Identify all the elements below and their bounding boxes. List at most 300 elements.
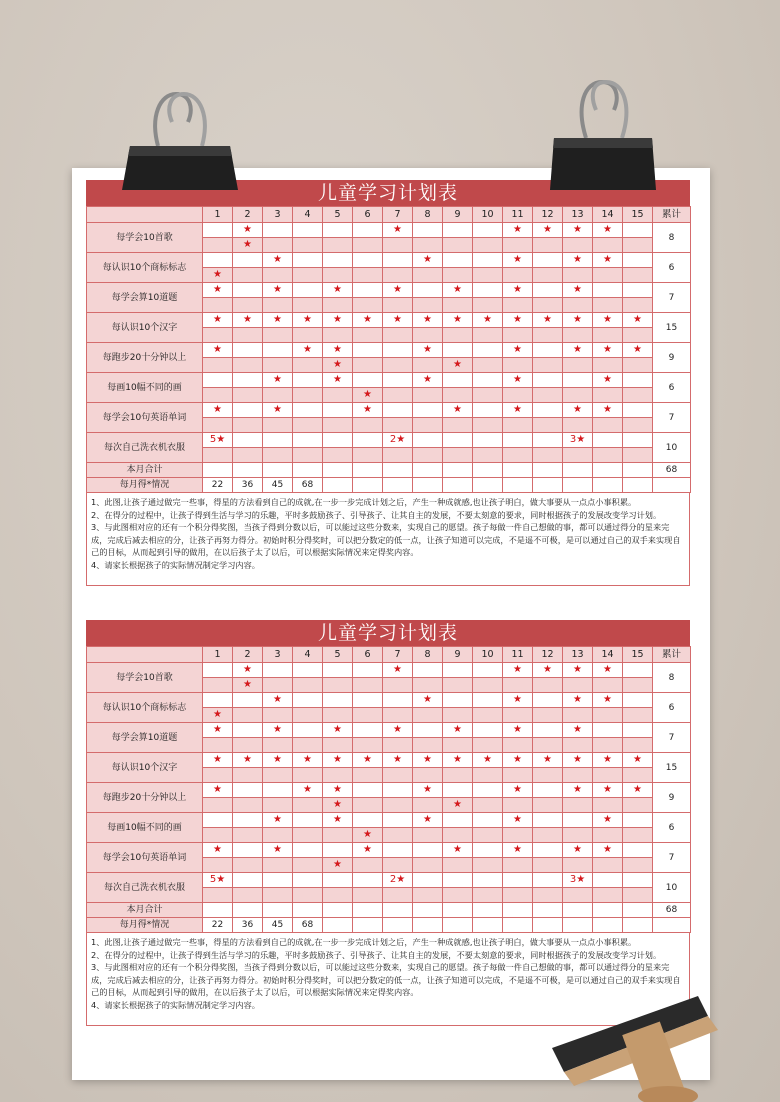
star-cell[interactable] — [563, 448, 593, 463]
star-cell[interactable] — [383, 238, 413, 253]
star-cell[interactable] — [353, 373, 383, 388]
star-cell[interactable] — [233, 433, 263, 448]
star-cell[interactable] — [413, 448, 443, 463]
star-cell[interactable] — [353, 433, 383, 448]
star-cell[interactable] — [353, 768, 383, 783]
star-cell[interactable] — [203, 373, 233, 388]
star-cell[interactable] — [413, 298, 443, 313]
star-cell[interactable] — [563, 768, 593, 783]
star-cell[interactable] — [533, 873, 563, 888]
star-cell[interactable] — [473, 813, 503, 828]
star-cell[interactable] — [323, 418, 353, 433]
star-cell[interactable] — [383, 768, 413, 783]
star-cell[interactable] — [323, 373, 353, 388]
star-cell[interactable] — [533, 738, 563, 753]
star-cell[interactable] — [413, 843, 443, 858]
star-cell[interactable] — [473, 693, 503, 708]
star-cell[interactable] — [473, 448, 503, 463]
star-cell[interactable] — [503, 313, 533, 328]
star-cell[interactable] — [293, 373, 323, 388]
star-cell[interactable] — [473, 738, 503, 753]
star-cell[interactable] — [563, 223, 593, 238]
star-cell[interactable] — [263, 373, 293, 388]
star-cell[interactable] — [293, 283, 323, 298]
star-cell[interactable] — [203, 723, 233, 738]
star-cell[interactable] — [533, 433, 563, 448]
star-cell[interactable] — [533, 238, 563, 253]
star-cell[interactable] — [473, 873, 503, 888]
star-cell[interactable] — [563, 708, 593, 723]
star-cell[interactable] — [593, 448, 623, 463]
star-cell[interactable] — [383, 753, 413, 768]
star-cell[interactable] — [473, 403, 503, 418]
star-cell[interactable] — [263, 388, 293, 403]
star-cell[interactable] — [473, 433, 503, 448]
star-cell[interactable] — [203, 828, 233, 843]
star-cell[interactable] — [533, 888, 563, 903]
star-cell[interactable] — [443, 418, 473, 433]
star-cell[interactable] — [563, 813, 593, 828]
star-cell[interactable] — [473, 708, 503, 723]
star-cell[interactable] — [413, 813, 443, 828]
star-cell[interactable] — [443, 708, 473, 723]
star-cell[interactable] — [233, 858, 263, 873]
star-cell[interactable] — [383, 873, 413, 888]
star-cell[interactable] — [593, 693, 623, 708]
star-cell[interactable] — [593, 358, 623, 373]
star-cell[interactable] — [293, 723, 323, 738]
star-cell[interactable] — [323, 283, 353, 298]
star-cell[interactable] — [233, 768, 263, 783]
star-cell[interactable] — [233, 328, 263, 343]
star-cell[interactable] — [353, 253, 383, 268]
star-cell[interactable] — [533, 753, 563, 768]
star-cell[interactable] — [503, 328, 533, 343]
star-cell[interactable] — [473, 298, 503, 313]
star-cell[interactable] — [323, 873, 353, 888]
star-cell[interactable] — [623, 238, 653, 253]
star-cell[interactable] — [593, 238, 623, 253]
star-cell[interactable] — [443, 358, 473, 373]
star-cell[interactable] — [323, 798, 353, 813]
star-cell[interactable] — [233, 783, 263, 798]
star-cell[interactable] — [233, 828, 263, 843]
star-cell[interactable] — [323, 403, 353, 418]
star-cell[interactable] — [443, 693, 473, 708]
star-cell[interactable] — [593, 343, 623, 358]
star-cell[interactable] — [383, 268, 413, 283]
star-cell[interactable] — [323, 858, 353, 873]
star-cell[interactable] — [263, 708, 293, 723]
star-cell[interactable] — [203, 663, 233, 678]
star-cell[interactable] — [473, 888, 503, 903]
star-cell[interactable] — [593, 298, 623, 313]
star-cell[interactable] — [533, 283, 563, 298]
star-cell[interactable] — [323, 723, 353, 738]
star-cell[interactable] — [593, 313, 623, 328]
star-cell[interactable] — [533, 663, 563, 678]
star-cell[interactable] — [443, 298, 473, 313]
star-cell[interactable] — [443, 343, 473, 358]
star-cell[interactable] — [413, 768, 443, 783]
star-cell[interactable] — [293, 663, 323, 678]
star-cell[interactable] — [323, 388, 353, 403]
star-cell[interactable] — [413, 433, 443, 448]
star-cell[interactable] — [293, 678, 323, 693]
star-cell[interactable] — [623, 298, 653, 313]
star-cell[interactable] — [383, 678, 413, 693]
star-cell[interactable] — [623, 753, 653, 768]
star-cell[interactable] — [263, 873, 293, 888]
star-cell[interactable] — [323, 888, 353, 903]
star-cell[interactable] — [563, 358, 593, 373]
star-cell[interactable] — [353, 313, 383, 328]
star-cell[interactable] — [293, 313, 323, 328]
star-cell[interactable] — [473, 343, 503, 358]
star-cell[interactable] — [353, 843, 383, 858]
star-cell[interactable] — [323, 828, 353, 843]
star-cell[interactable] — [443, 783, 473, 798]
star-cell[interactable] — [263, 738, 293, 753]
star-cell[interactable] — [323, 708, 353, 723]
star-cell[interactable] — [593, 888, 623, 903]
star-cell[interactable] — [593, 798, 623, 813]
star-cell[interactable] — [353, 343, 383, 358]
star-cell[interactable] — [323, 753, 353, 768]
star-cell[interactable] — [323, 238, 353, 253]
star-cell[interactable] — [443, 738, 473, 753]
star-cell[interactable] — [443, 843, 473, 858]
star-cell[interactable] — [353, 448, 383, 463]
star-cell[interactable] — [503, 343, 533, 358]
star-cell[interactable] — [203, 678, 233, 693]
star-cell[interactable] — [353, 388, 383, 403]
star-cell[interactable] — [323, 678, 353, 693]
star-cell[interactable] — [383, 253, 413, 268]
star-cell[interactable] — [263, 753, 293, 768]
star-cell[interactable] — [233, 753, 263, 768]
star-cell[interactable] — [323, 358, 353, 373]
star-cell[interactable] — [593, 828, 623, 843]
star-cell[interactable] — [293, 693, 323, 708]
star-cell[interactable] — [383, 798, 413, 813]
star-cell[interactable] — [323, 268, 353, 283]
star-cell[interactable] — [413, 798, 443, 813]
star-cell[interactable] — [593, 433, 623, 448]
star-cell[interactable] — [413, 238, 443, 253]
star-cell[interactable] — [503, 813, 533, 828]
star-cell[interactable] — [593, 873, 623, 888]
star-cell[interactable] — [383, 433, 413, 448]
star-cell[interactable] — [443, 268, 473, 283]
star-cell[interactable] — [473, 768, 503, 783]
star-cell[interactable] — [293, 813, 323, 828]
star-cell[interactable] — [383, 888, 413, 903]
star-cell[interactable] — [383, 783, 413, 798]
star-cell[interactable] — [503, 403, 533, 418]
star-cell[interactable] — [233, 313, 263, 328]
star-cell[interactable] — [203, 253, 233, 268]
star-cell[interactable] — [443, 238, 473, 253]
star-cell[interactable] — [383, 738, 413, 753]
star-cell[interactable] — [533, 328, 563, 343]
star-cell[interactable] — [413, 373, 443, 388]
star-cell[interactable] — [473, 723, 503, 738]
star-cell[interactable] — [473, 678, 503, 693]
star-cell[interactable] — [563, 663, 593, 678]
star-cell[interactable] — [623, 783, 653, 798]
star-cell[interactable] — [623, 388, 653, 403]
star-cell[interactable] — [413, 313, 443, 328]
star-cell[interactable] — [413, 283, 443, 298]
star-cell[interactable] — [593, 708, 623, 723]
star-cell[interactable] — [533, 843, 563, 858]
star-cell[interactable] — [563, 753, 593, 768]
star-cell[interactable] — [473, 418, 503, 433]
star-cell[interactable] — [203, 283, 233, 298]
star-cell[interactable] — [323, 783, 353, 798]
star-cell[interactable] — [383, 223, 413, 238]
star-cell[interactable] — [623, 723, 653, 738]
star-cell[interactable] — [533, 313, 563, 328]
star-cell[interactable] — [293, 358, 323, 373]
star-cell[interactable] — [593, 283, 623, 298]
star-cell[interactable] — [623, 873, 653, 888]
star-cell[interactable] — [533, 813, 563, 828]
star-cell[interactable] — [413, 663, 443, 678]
star-cell[interactable] — [413, 223, 443, 238]
star-cell[interactable] — [263, 433, 293, 448]
star-cell[interactable] — [443, 403, 473, 418]
star-cell[interactable] — [353, 328, 383, 343]
star-cell[interactable] — [563, 313, 593, 328]
star-cell[interactable] — [233, 223, 263, 238]
star-cell[interactable] — [473, 253, 503, 268]
star-cell[interactable] — [623, 448, 653, 463]
star-cell[interactable] — [233, 873, 263, 888]
star-cell[interactable] — [233, 358, 263, 373]
star-cell[interactable] — [563, 843, 593, 858]
star-cell[interactable] — [623, 858, 653, 873]
star-cell[interactable] — [443, 813, 473, 828]
star-cell[interactable] — [263, 663, 293, 678]
star-cell[interactable] — [503, 418, 533, 433]
star-cell[interactable] — [353, 813, 383, 828]
star-cell[interactable] — [233, 388, 263, 403]
star-cell[interactable] — [323, 843, 353, 858]
star-cell[interactable] — [593, 223, 623, 238]
star-cell[interactable] — [593, 388, 623, 403]
star-cell[interactable] — [383, 373, 413, 388]
star-cell[interactable] — [623, 843, 653, 858]
star-cell[interactable] — [383, 843, 413, 858]
star-cell[interactable] — [593, 858, 623, 873]
star-cell[interactable] — [233, 448, 263, 463]
star-cell[interactable] — [293, 223, 323, 238]
star-cell[interactable] — [503, 708, 533, 723]
star-cell[interactable] — [503, 663, 533, 678]
star-cell[interactable] — [293, 828, 323, 843]
star-cell[interactable] — [383, 828, 413, 843]
star-cell[interactable] — [383, 723, 413, 738]
star-cell[interactable] — [473, 268, 503, 283]
star-cell[interactable] — [353, 873, 383, 888]
star-cell[interactable] — [563, 418, 593, 433]
star-cell[interactable] — [383, 328, 413, 343]
star-cell[interactable] — [503, 448, 533, 463]
star-cell[interactable] — [443, 388, 473, 403]
star-cell[interactable] — [593, 723, 623, 738]
star-cell[interactable] — [413, 738, 443, 753]
star-cell[interactable] — [563, 783, 593, 798]
star-cell[interactable] — [203, 328, 233, 343]
star-cell[interactable] — [293, 448, 323, 463]
star-cell[interactable] — [263, 858, 293, 873]
star-cell[interactable] — [533, 343, 563, 358]
star-cell[interactable] — [443, 283, 473, 298]
star-cell[interactable] — [353, 283, 383, 298]
star-cell[interactable] — [503, 223, 533, 238]
star-cell[interactable] — [233, 283, 263, 298]
star-cell[interactable] — [593, 738, 623, 753]
star-cell[interactable] — [443, 313, 473, 328]
star-cell[interactable] — [593, 783, 623, 798]
star-cell[interactable] — [263, 283, 293, 298]
star-cell[interactable] — [263, 798, 293, 813]
star-cell[interactable] — [623, 798, 653, 813]
star-cell[interactable] — [563, 678, 593, 693]
star-cell[interactable] — [353, 888, 383, 903]
star-cell[interactable] — [263, 403, 293, 418]
star-cell[interactable] — [623, 828, 653, 843]
star-cell[interactable] — [533, 783, 563, 798]
star-cell[interactable] — [413, 888, 443, 903]
star-cell[interactable] — [623, 433, 653, 448]
star-cell[interactable] — [203, 358, 233, 373]
star-cell[interactable] — [383, 418, 413, 433]
star-cell[interactable] — [623, 253, 653, 268]
star-cell[interactable] — [263, 313, 293, 328]
star-cell[interactable] — [353, 693, 383, 708]
star-cell[interactable] — [473, 663, 503, 678]
star-cell[interactable] — [533, 388, 563, 403]
star-cell[interactable] — [443, 678, 473, 693]
star-cell[interactable] — [503, 888, 533, 903]
star-cell[interactable] — [563, 738, 593, 753]
star-cell[interactable] — [563, 433, 593, 448]
star-cell[interactable] — [233, 238, 263, 253]
star-cell[interactable] — [533, 828, 563, 843]
star-cell[interactable] — [203, 888, 233, 903]
star-cell[interactable] — [233, 708, 263, 723]
star-cell[interactable] — [293, 888, 323, 903]
star-cell[interactable] — [263, 223, 293, 238]
star-cell[interactable] — [203, 268, 233, 283]
star-cell[interactable] — [443, 328, 473, 343]
star-cell[interactable] — [263, 238, 293, 253]
star-cell[interactable] — [383, 813, 413, 828]
star-cell[interactable] — [623, 343, 653, 358]
star-cell[interactable] — [593, 843, 623, 858]
star-cell[interactable] — [503, 268, 533, 283]
star-cell[interactable] — [443, 828, 473, 843]
star-cell[interactable] — [593, 403, 623, 418]
star-cell[interactable] — [203, 783, 233, 798]
star-cell[interactable] — [503, 693, 533, 708]
star-cell[interactable] — [293, 873, 323, 888]
star-cell[interactable] — [383, 343, 413, 358]
star-cell[interactable] — [323, 253, 353, 268]
star-cell[interactable] — [323, 448, 353, 463]
star-cell[interactable] — [203, 448, 233, 463]
star-cell[interactable] — [623, 373, 653, 388]
star-cell[interactable] — [413, 828, 443, 843]
star-cell[interactable] — [413, 358, 443, 373]
star-cell[interactable] — [263, 448, 293, 463]
star-cell[interactable] — [203, 433, 233, 448]
star-cell[interactable] — [263, 813, 293, 828]
star-cell[interactable] — [593, 328, 623, 343]
star-cell[interactable] — [443, 663, 473, 678]
star-cell[interactable] — [473, 373, 503, 388]
star-cell[interactable] — [203, 798, 233, 813]
star-cell[interactable] — [533, 448, 563, 463]
star-cell[interactable] — [293, 418, 323, 433]
star-cell[interactable] — [263, 418, 293, 433]
star-cell[interactable] — [413, 858, 443, 873]
star-cell[interactable] — [383, 298, 413, 313]
star-cell[interactable] — [563, 723, 593, 738]
star-cell[interactable] — [533, 693, 563, 708]
star-cell[interactable] — [593, 753, 623, 768]
star-cell[interactable] — [623, 313, 653, 328]
star-cell[interactable] — [353, 798, 383, 813]
star-cell[interactable] — [233, 268, 263, 283]
star-cell[interactable] — [233, 843, 263, 858]
star-cell[interactable] — [563, 253, 593, 268]
star-cell[interactable] — [263, 328, 293, 343]
star-cell[interactable] — [623, 328, 653, 343]
star-cell[interactable] — [203, 238, 233, 253]
star-cell[interactable] — [503, 768, 533, 783]
star-cell[interactable] — [473, 223, 503, 238]
star-cell[interactable] — [443, 753, 473, 768]
star-cell[interactable] — [623, 813, 653, 828]
star-cell[interactable] — [413, 708, 443, 723]
star-cell[interactable] — [383, 448, 413, 463]
star-cell[interactable] — [293, 238, 323, 253]
star-cell[interactable] — [353, 418, 383, 433]
star-cell[interactable] — [503, 283, 533, 298]
star-cell[interactable] — [203, 313, 233, 328]
star-cell[interactable] — [353, 268, 383, 283]
star-cell[interactable] — [503, 358, 533, 373]
star-cell[interactable] — [503, 298, 533, 313]
star-cell[interactable] — [473, 843, 503, 858]
star-cell[interactable] — [353, 663, 383, 678]
star-cell[interactable] — [203, 693, 233, 708]
star-cell[interactable] — [263, 253, 293, 268]
star-cell[interactable] — [263, 358, 293, 373]
star-cell[interactable] — [623, 708, 653, 723]
star-cell[interactable] — [203, 843, 233, 858]
star-cell[interactable] — [503, 873, 533, 888]
star-cell[interactable] — [413, 328, 443, 343]
star-cell[interactable] — [473, 828, 503, 843]
star-cell[interactable] — [263, 343, 293, 358]
star-cell[interactable] — [353, 828, 383, 843]
star-cell[interactable] — [383, 663, 413, 678]
